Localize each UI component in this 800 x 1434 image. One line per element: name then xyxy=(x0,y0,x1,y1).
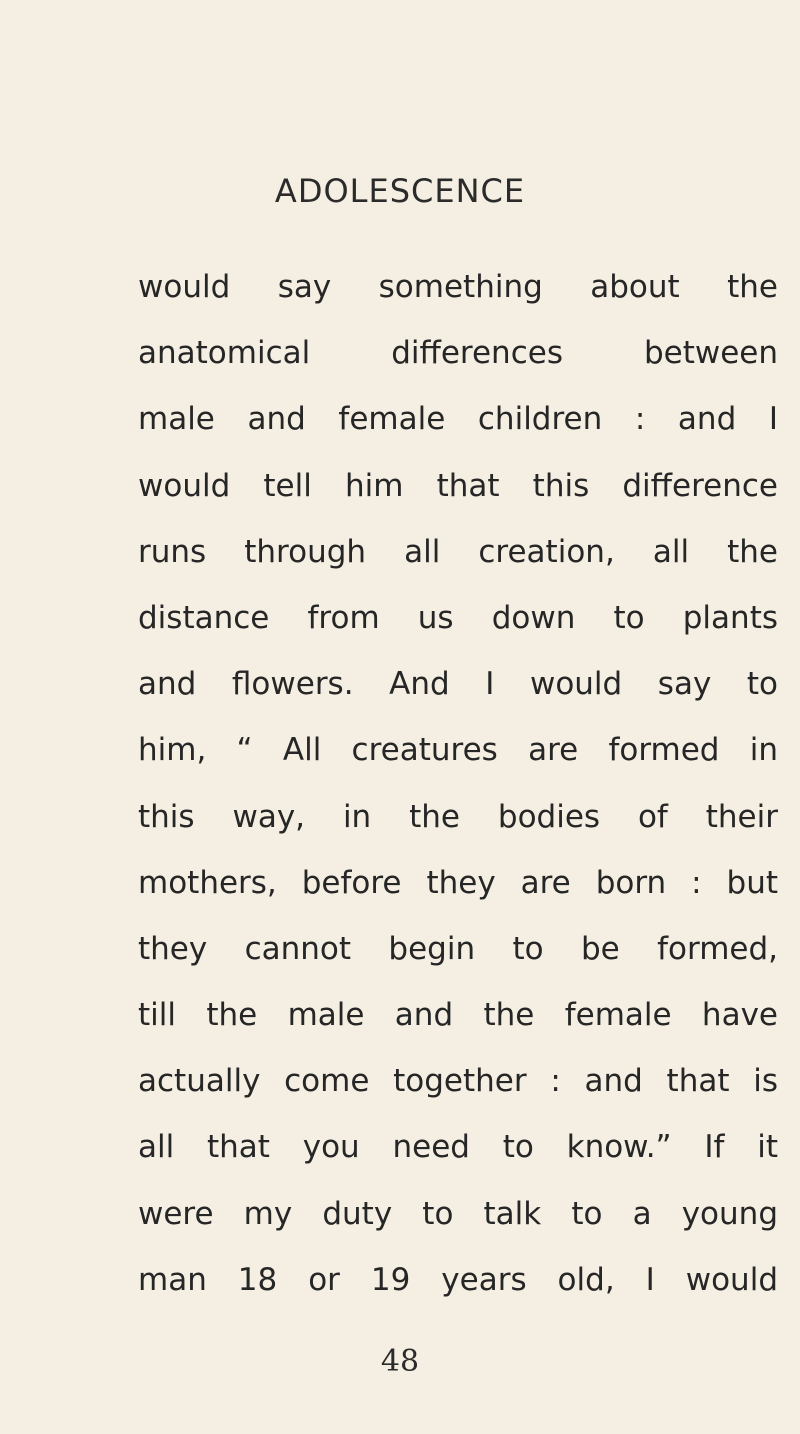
text-line: distance from us down to plants xyxy=(138,599,778,636)
text-line: anatomical differences between xyxy=(138,335,778,372)
text-line: mothers, before they are born : but xyxy=(138,864,778,901)
page-number: 48 xyxy=(380,1344,420,1379)
text-line: runs through all creation, all the xyxy=(138,533,778,570)
text-line: man 18 or 19 years old, I would xyxy=(138,1261,778,1298)
text-line: and flowers. And I would say to xyxy=(138,666,778,703)
body-text xyxy=(138,254,778,1313)
text-line: all that you need to know.” If it xyxy=(138,1129,778,1166)
text-line: would say something about the xyxy=(138,269,778,305)
text-line: him, “ All creatures are formed in xyxy=(138,732,778,769)
text-line: actually come together : and that is xyxy=(138,1063,778,1100)
text-line: would tell him that this difference xyxy=(138,467,778,504)
running-head: ADOLESCENCE xyxy=(274,172,526,210)
text-line: male and female children : and I xyxy=(138,401,778,438)
text-line: till the male and the female have xyxy=(138,997,778,1034)
text-line: this way, in the bodies of their xyxy=(138,798,778,835)
text-line: they cannot begin to be formed, xyxy=(138,930,778,967)
text-line: were my duty to talk to a young xyxy=(138,1195,778,1232)
